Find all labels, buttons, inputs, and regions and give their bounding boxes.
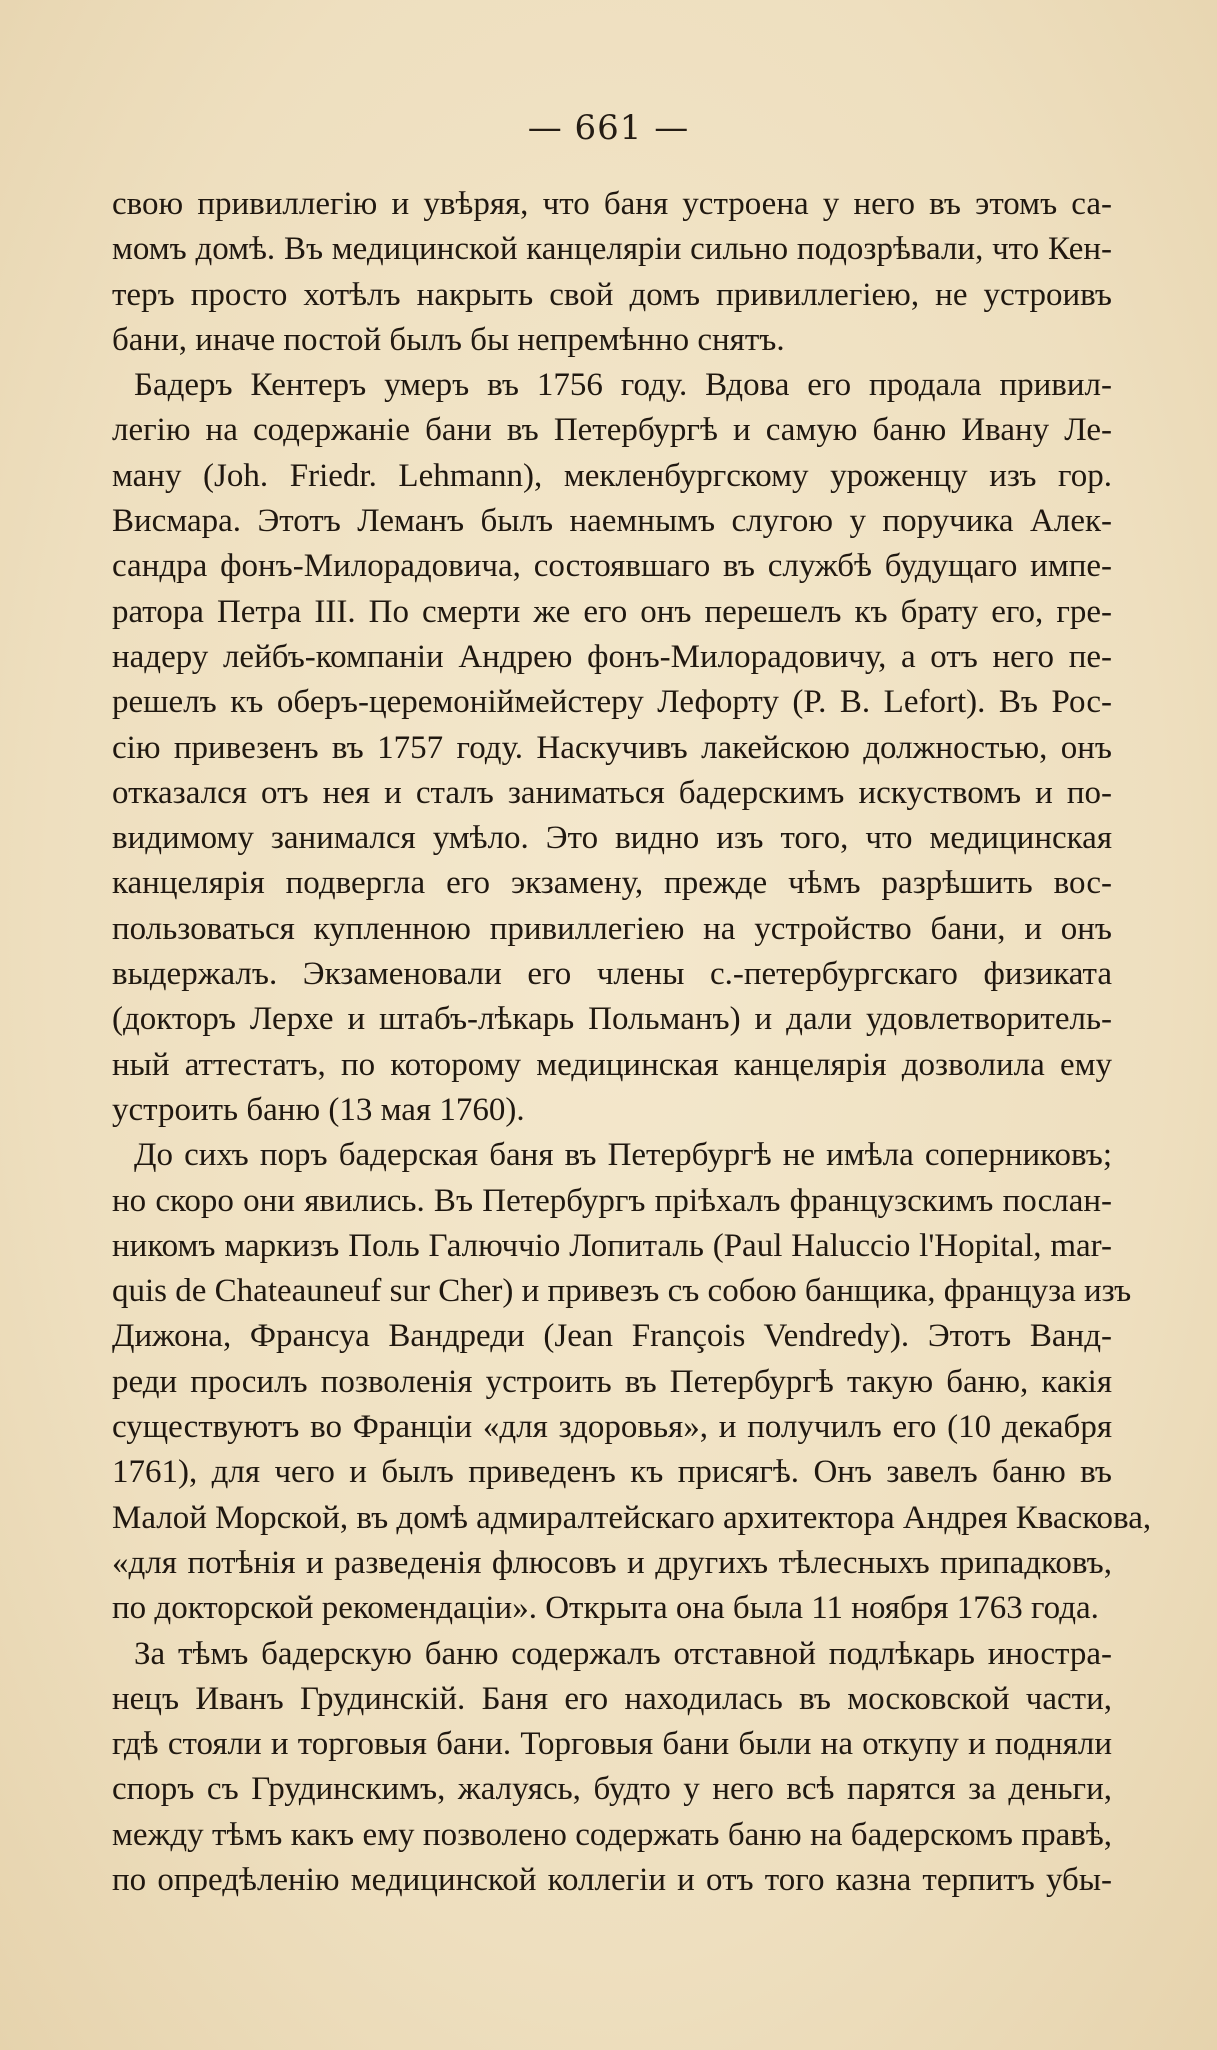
text-line: ный аттестатъ, по которому медицинская канцелярія дозволила ему	[112, 1046, 1112, 1083]
text-line: бани, иначе постой былъ бы непремѣнно снятъ.	[112, 321, 785, 358]
text-line: ратора Петра III. По смерти же его онъ перешелъ къ брату его, гре-	[112, 593, 1112, 630]
text-line: никомъ маркизъ Поль Галюччіо Лопиталь (Paul Haluccio l'Hopital, mar-	[112, 1227, 1112, 1264]
text-line: До сихъ поръ бадерская баня въ Петербургѣ не имѣла соперниковъ;	[134, 1137, 1112, 1174]
text-line: видимому занимался умѣло. Это видно изъ того, что медицинская	[112, 820, 1112, 857]
text-line: свою привиллегію и увѣряя, что баня устроена у него въ этомъ са-	[112, 186, 1112, 222]
text-line: существуютъ во Франціи «для здоровья», и получилъ его (10 декабря	[112, 1409, 1112, 1446]
text-line: Дижона, Франсуа Вандреди (Jean François Vendredy). Этотъ Ванд-	[112, 1318, 1112, 1355]
text-line: (докторъ Лерхе и штабъ-лѣкарь Польманъ) и дали удовлетворитель-	[112, 1001, 1112, 1038]
paragraph-3	[112, 1133, 1152, 1631]
text-line: Малой Морской, въ домѣ адмиралтейскаго архитектора Андрея Кваскова,	[112, 1499, 1152, 1536]
page-text	[112, 182, 1152, 1903]
text-line: споръ съ Грудинскимъ, жалуясь, будто у него всѣ парятся за деньги,	[112, 1771, 1112, 1808]
paragraph-2	[112, 363, 1112, 1133]
page-number: — 661 —	[527, 108, 690, 148]
paragraph-1	[112, 182, 1112, 363]
text-line: quis de Chateauneuf sur Cher) и привезъ съ собою банщика, француза изъ	[112, 1273, 1132, 1310]
text-line: сію привезенъ въ 1757 году. Наскучивъ лакейскою должностью, онъ	[112, 729, 1112, 766]
text-line: между тѣмъ какъ ему позволено содержать баню на бадерскомъ правѣ,	[112, 1816, 1112, 1853]
text-line: сандра фонъ-Милорадовича, состоявшаго въ службѣ будущаго импе-	[112, 548, 1112, 585]
text-line: пользоваться купленною привиллегіею на устройство бани, и онъ	[112, 910, 1112, 947]
text-line: по опредѣленію медицинской коллегіи и отъ того казна терпитъ убы-	[112, 1861, 1112, 1898]
text-line: отказался отъ нея и сталъ заниматься бадерскимъ искуствомъ и по-	[112, 774, 1112, 811]
text-line: устроить баню (13 мая 1760).	[112, 1091, 525, 1128]
text-line: реди просилъ позволенія устроить въ Петербургѣ такую баню, какія	[112, 1363, 1112, 1400]
text-line: Висмара. Этотъ Леманъ былъ наемнымъ слугою у поручика Алек-	[112, 503, 1112, 540]
text-line: надеру лейбъ-компаніи Андрею фонъ-Милорадовичу, а отъ него пе-	[112, 638, 1112, 675]
text-line: по докторской рекомендаціи». Открыта она была 11 ноября 1763 года.	[112, 1590, 1099, 1627]
text-line: 1761), для чего и былъ приведенъ къ присягѣ. Онъ завелъ баню въ	[112, 1454, 1112, 1491]
text-line: За тѣмъ бадерскую баню содержалъ отставной подлѣкарь иностра-	[134, 1635, 1112, 1672]
text-line: момъ домѣ. Въ медицинской канцеляріи сильно подозрѣвали, что Кен-	[112, 231, 1112, 268]
text-line: решелъ къ оберъ-церемоніймейстеру Лефорту (P. B. Lefort). Въ Рос-	[112, 684, 1112, 721]
text-line: Бадеръ Кентеръ умеръ въ 1756 году. Вдова его продала привил-	[134, 367, 1112, 404]
text-line: гдѣ стояли и торговыя бани. Торговыя бани были на откупу и подняли	[112, 1726, 1112, 1763]
text-line: выдержалъ. Экзаменовали его члены с.-петербургскаго физиката	[112, 956, 1112, 993]
text-line: ману (Joh. Friedr. Lehmann), мекленбургскому уроженцу изъ гор.	[112, 457, 1112, 494]
text-line: теръ просто хотѣлъ накрыть свой домъ привиллегіею, не устроивъ	[112, 276, 1112, 313]
paragraph-4	[112, 1632, 1112, 1904]
text-line: «для потѣнія и разведенія флюсовъ и другихъ тѣлесныхъ припадковъ,	[112, 1544, 1112, 1581]
text-line: легію на содержаніе бани въ Петербургѣ и самую баню Ивану Ле-	[112, 412, 1112, 449]
text-line: канцелярія подвергла его экзамену, прежде чѣмъ разрѣшить вос-	[112, 865, 1112, 902]
text-line: но скоро они явились. Въ Петербургъ пріѣхалъ французскимъ послан-	[112, 1182, 1112, 1219]
text-line: нецъ Иванъ Грудинскій. Баня его находилась въ московской части,	[112, 1680, 1112, 1717]
